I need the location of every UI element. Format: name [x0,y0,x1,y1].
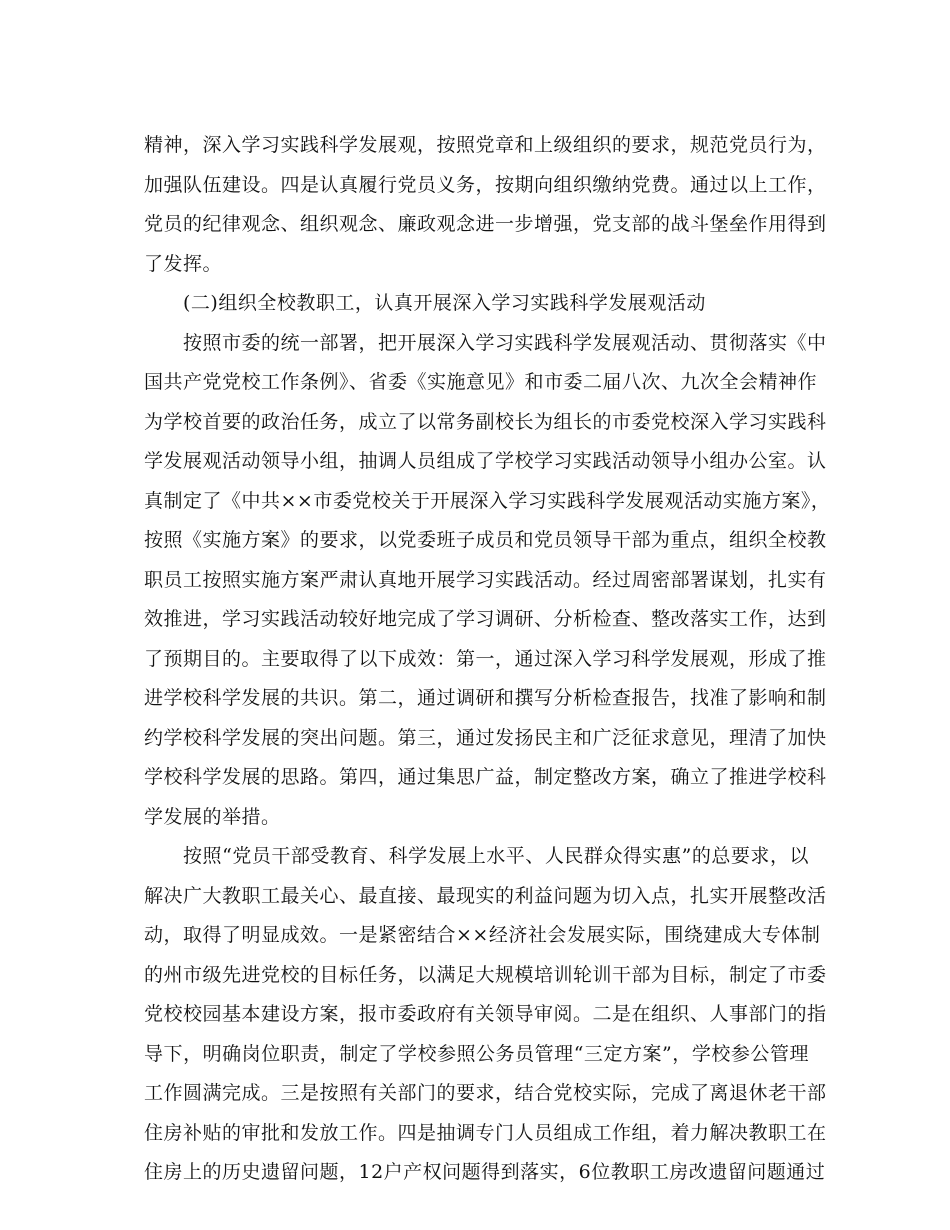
text-line: 国共产党党校工作条例》、省委《实施意见》和市委二届八次、九次全会精神作 [144,371,818,393]
text-line: 加强队伍建设。四是认真履行党员义务，按期向组织缴纳党费。通过以上工作， [144,173,827,196]
text-line: 导下，明确岗位职责，制定了学校参照公务员管理“三定方案”，学校参公管理 [144,1042,809,1065]
text-line: 党员的纪律观念、组织观念、廉政观念进一步增强，党支部的战斗堡垒作用得到 [144,213,827,235]
text-line: 学发展的举措。 [144,805,281,828]
text-line: 了预期目的。主要取得了以下成效：第一，通过深入学习科学发展观，形成了推 [144,647,827,670]
text-line: 真制定了《中共××市委党校关于开展深入学习实践科学发展观活动实施方案》， [144,489,831,512]
text-line: 动，取得了明显成效。一是紧密结合××经济社会发展实际，围绕建成大专体制 [144,924,821,946]
text-line: (二)组织全校教职工，认真开展深入学习实践科学发展观活动 [183,292,706,314]
text-line: 住房上的历史遗留问题，12户产权问题得到落实，6位教职工房改遗留问题通过 [144,1161,826,1183]
text-line: 精神，深入学习实践科学发展观，按照党章和上级组织的要求，规范党员行为， [144,134,827,156]
text-line: 为学校首要的政治任务，成立了以常务副校长为组长的市委党校深入学习实践科 [144,410,827,433]
text-line: 进学校科学发展的共识。第二，通过调研和撰写分析检查报告，找准了影响和制 [144,687,827,709]
text-line: 学发展观活动领导小组，抽调人员组成了学校学习实践活动领导小组办公室。认 [144,450,827,472]
text-line: 学校科学发展的思路。第四，通过集思广益，制定整改方案，确立了推进学校科 [144,766,827,788]
text-line: 工作圆满完成。三是按照有关部门的要求，结合党校实际，完成了离退休老干部 [144,1082,827,1104]
text-line: 按照市委的统一部署，把开展深入学习实践科学发展观活动、贯彻落实《中 [183,331,827,354]
text-line: 职员工按照实施方案严肃认真地开展学习实践活动。经过周密部署谋划，扎实有 [144,568,827,591]
text-line: 按照《实施方案》的要求，以党委班子成员和党员领导干部为重点，组织全校教 [144,529,827,551]
text-line: 党校校园基本建设方案，报市委政府有关领导审阅。二是在组织、人事部门的指 [144,1003,827,1025]
document-body [144,126,831,1193]
text-line: 住房补贴的审批和发放工作。四是抽调专门人员组成工作组，着力解决教职工在 [144,1121,827,1144]
text-line: 的州市级先进党校的目标任务，以满足大规模培训轮训干部为目标，制定了市委 [144,963,827,986]
text-line: 效推进，学习实践活动较好地完成了学习调研、分析检查、整改落实工作，达到 [144,608,827,630]
text-line: 按照“党员干部受教育、科学发展上水平、人民群众得实惠”的总要求，以 [183,845,809,867]
text-line: 了发挥。 [144,252,223,275]
text-line: 约学校科学发展的突出问题。第三，通过发扬民主和广泛征求意见，理清了加快 [144,726,827,749]
text-line: 解决广大教职工最关心、最直接、最现实的利益问题为切入点，扎实开展整改活 [144,884,827,907]
